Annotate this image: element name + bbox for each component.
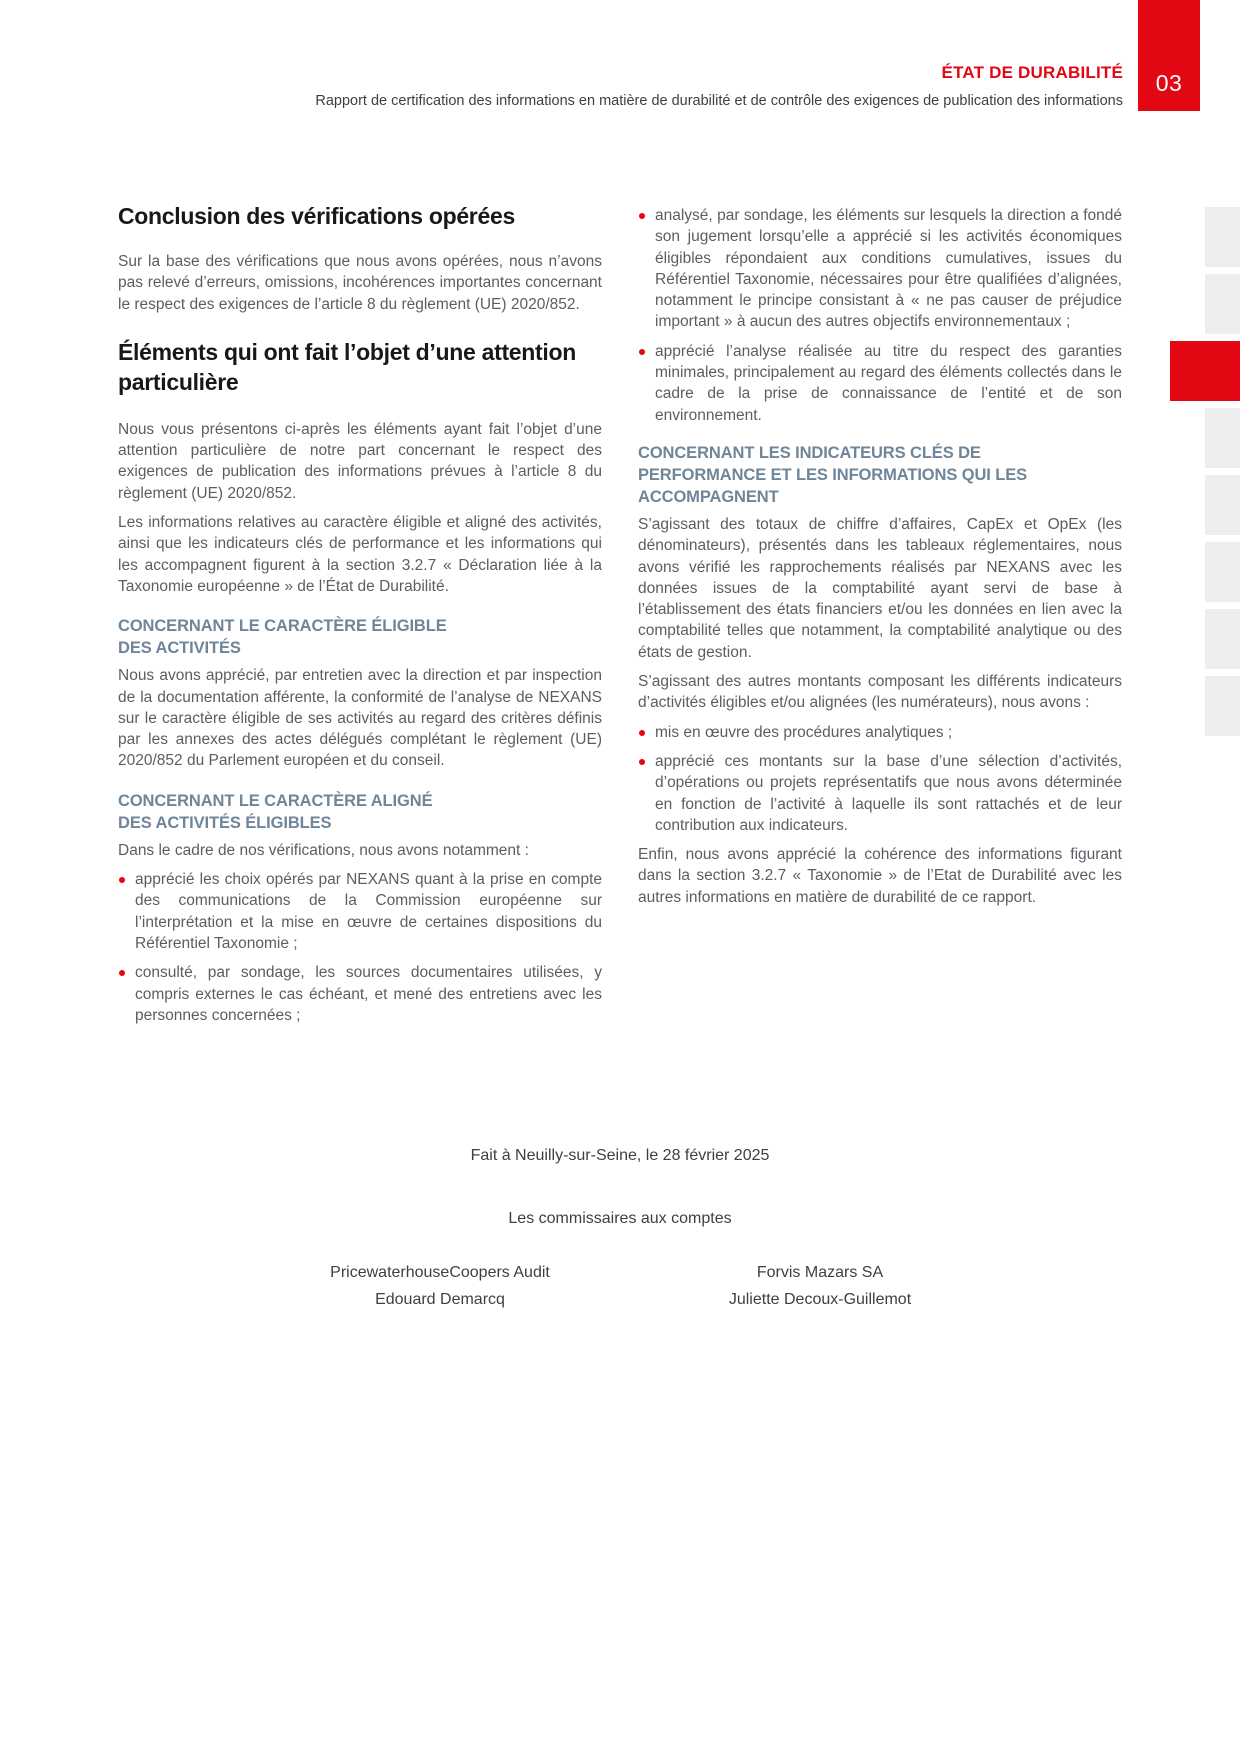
chapter-tab (1138, 0, 1200, 111)
conclusion-paragraph: Sur la base des vérifications que nous avons opérées, nous n’avons pas relevé d’erreurs, omissions, incohérences importantes concernant le respect des exigences de l’article 8 du règlement (UE) 2020/852. (118, 253, 602, 313)
aligned-subheading-line-2: DES ACTIVITÉS ÉLIGIBLES (118, 813, 332, 832)
signatory-left-name: Edouard Demarcq (375, 1291, 505, 1308)
eligible-paragraph: Nous avons apprécié, par entretien avec la direction et par inspection de la documentation afférente, la conformité de l’analyse de NEXANS sur le caractère éligible de ses activités au regard des critères définis par les annexes des actes délégués complétant le règlement (UE) 2020/852 du Parlement européen et du conseil. (118, 667, 602, 770)
side-tab-5[interactable] (1205, 475, 1240, 535)
attention-heading: Éléments qui ont fait l’objet d’une attention particulière (118, 338, 577, 395)
header-section-title: ÉTAT DE DURABILITÉ (941, 63, 1123, 82)
side-tab-active[interactable] (1170, 341, 1240, 401)
aligned-subheading-line-1: CONCERNANT LE CARACTÈRE ALIGNÉ (118, 791, 433, 810)
kpi-subheading-line-1: CONCERNANT LES INDICATEURS CLÉS DE (638, 443, 981, 462)
side-tab-6[interactable] (1205, 542, 1240, 602)
signatory-left-firm: PricewaterhouseCoopers Audit (330, 1264, 550, 1281)
list-item: consulté, par sondage, les sources documentaires utilisées, y compris externes le cas échéant, et mené des entretiens avec les personnes concernées ; (118, 962, 602, 1026)
kpi-subheading-line-3: ACCOMPAGNENT (638, 487, 779, 506)
side-tab-4[interactable] (1205, 408, 1240, 468)
auditors-title: Les commissaires aux comptes (508, 1210, 732, 1227)
chapter-number: 03 (1155, 70, 1183, 96)
aligned-bullet-list (118, 869, 602, 1026)
header-subtitle: Rapport de certification des informations en matière de durabilité et de contrôle des exigences de publication des informations (315, 93, 1123, 109)
kpi-bullet-list (638, 722, 1122, 836)
side-tab-1[interactable] (1205, 207, 1240, 267)
place-date: Fait à Neuilly-sur-Seine, le 28 février 2025 (470, 1147, 770, 1164)
eligible-subheading-line-1: CONCERNANT LE CARACTÈRE ÉLIGIBLE (118, 617, 447, 636)
aligned-subheading (118, 790, 602, 834)
signatory-right-name: Juliette Decoux-Guillemot (728, 1291, 912, 1308)
list-item: analysé, par sondage, les éléments sur lesquels la direction a fondé son jugement lorsqu’elle a apprécié si les activités économiques éligibles répondaient aux conditions cumulatives, issues du Référentiel Taxonomie, nécessaires pour être qualifiées d’alignées, notamment le principe consistant à « ne pas causer de préjudice important » à aucun des autres objectifs environnementaux ; (638, 205, 1122, 333)
kpi-paragraph-1: S’agissant des totaux de chiffre d’affaires, CapEx et OpEx (les dénominateurs), présentés dans les tableaux réglementaires, nous avons vérifié les rapprochements réalisés par NEXANS avec les données issues de la comptabilité ayant servi de base à l’établissement des états financiers et/ou les données en lien avec la comptabilité telles que notamment, la comptabilité analytique ou des états de gestion. (638, 515, 1122, 661)
kpi-subheading-line-2: PERFORMANCE ET LES INFORMATIONS QUI LES (638, 465, 1028, 484)
list-item: apprécié les choix opérés par NEXANS quant à la prise en compte des communications de la Commission européenne sur l’interprétation et la mise en œuvre de certaines dispositions du Référentiel Taxonomie ; (118, 869, 602, 954)
side-tab-8[interactable] (1205, 676, 1240, 736)
list-item: mis en œuvre des procédures analytiques ; (638, 722, 1122, 743)
left-column (118, 200, 602, 1034)
right-column (638, 205, 1122, 916)
signatory-right (690, 1259, 950, 1313)
top-bullet-list (638, 205, 1122, 426)
kpi-paragraph-2: S’agissant des autres montants composant les différents indicateurs d’activités éligibles et/ou alignées (les numérateurs), nous avons : (638, 673, 1122, 712)
side-tab-7[interactable] (1205, 609, 1240, 669)
list-item: apprécié l’analyse réalisée au titre du respect des garanties minimales, principalement au regard des éléments collectés dans le cadre de la prise de connaissance de l’entité et de son environnement. (638, 341, 1122, 426)
eligible-subheading (118, 615, 602, 659)
conclusion-heading: Conclusion des vérifications opérées (118, 203, 515, 229)
list-item: apprécié ces montants sur la base d’une sélection d’activités, d’opérations ou projets représentatifs que nous avons déterminée en fonction de l’activité à laquelle ils sont rattachés et de leur contribution aux indicateurs. (638, 751, 1122, 836)
signatory-left (310, 1259, 570, 1313)
kpi-subheading (638, 442, 1122, 508)
side-navigation-tabs (1205, 207, 1240, 743)
attention-paragraph-2: Les informations relatives au caractère éligible et aligné des activités, ainsi que les indicateurs clés de performance et les informations qui les accompagnent figurent à la section 3.2.7 « Déclaration liée à la Taxonomie européenne » de l’État de Durabilité. (118, 514, 602, 595)
signatory-right-firm: Forvis Mazars SA (756, 1264, 884, 1281)
kpi-paragraph-3: Enfin, nous avons apprécié la cohérence des informations figurant dans la section 3.2.7 « Taxonomie » de l’Etat de Durabilité avec les autres informations en matière de durabilité de ce rapport. (638, 846, 1122, 906)
attention-paragraph-1: Nous vous présentons ci-après les éléments ayant fait l’objet d’une attention particulière de notre part concernant le respect des exigences de publication des informations prévues à l’article 8 du règlement (UE) 2020/852. (118, 420, 602, 502)
aligned-intro: Dans le cadre de nos vérifications, nous avons notamment : (118, 841, 529, 859)
side-tab-2[interactable] (1205, 274, 1240, 334)
eligible-subheading-line-2: DES ACTIVITÉS (118, 639, 241, 658)
